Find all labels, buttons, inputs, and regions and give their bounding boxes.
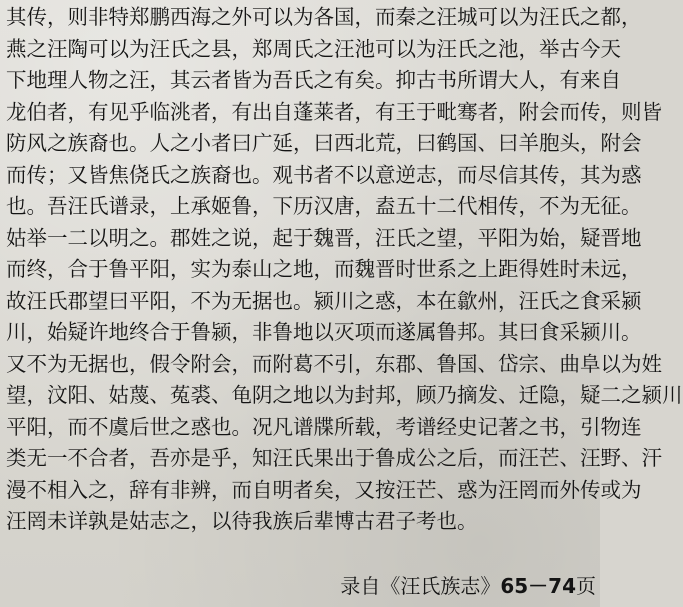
text-line: 汪罔未详孰是姑志之，以待我族后辈博古君子考也。	[6, 509, 478, 533]
text-line: 川，始疑许地终合于鲁颍，非鲁地以灭项而遂属鲁邦。其曰食采颍川。	[6, 320, 642, 344]
text-line: 类无一不合者，吾亦是乎，知汪氏果出于鲁成公之后，而汪芒、汪野、汗	[6, 446, 662, 470]
text-line: 燕之汪陶可以为汪氏之县，郑周氏之汪池可以为汪氏之池，举古今天	[6, 36, 621, 61]
source-prefix: 录自	[340, 574, 381, 598]
text-line: 而传；又皆焦侥氏之族裔也。观书者不以意逆志，而尽信其传，其为惑	[6, 162, 642, 187]
text-line: 下地理人物之汪，其云者皆为吾氏之有矣。抑古书所谓大人，有来自	[6, 68, 621, 92]
text-line: 防风之族裔也。人之小者曰广延，曰西北荒，曰鹤国、曰羊胞头，附会	[6, 131, 642, 155]
text-line: 其传，则非特郑鹏西海之外可以为各国，而秦之汪城可以为汪氏之都，	[6, 5, 642, 29]
text-line: 而终，合于鲁平阳，实为泰山之地，而魏晋时世系之上距得姓时未远，	[6, 257, 642, 281]
text-line: 又不为无据也，假令附会，而附葛不引，东郡、鲁国、岱宗、曲阜以为姓	[6, 351, 662, 376]
source-citation	[340, 571, 596, 601]
text-line: 漫不相入之，辞有非辨，而自明者矣，又按汪芒、惑为汪罔而外传或为	[6, 477, 642, 502]
source-page-unit: 页	[576, 574, 596, 598]
text-line: 平阳，而不虞后世之惑也。况凡谱牒所载，考谱经史记著之书，引物连	[6, 414, 642, 439]
text-line: 故汪氏郡望曰平阳，不为无据也。颍川之惑，本在歙州，汪氏之食采颍	[6, 288, 642, 313]
body-text	[6, 2, 683, 538]
text-line: 也。吾汪氏谱录，上承姬鲁，下历汉唐，盍五十二代相传，不为无征。	[6, 194, 642, 218]
text-line: 望，汶阳、姑蔑、菟裘、龟阴之地以为封邦，顾乃摘发、迁隐，疑二之颍川	[6, 383, 683, 407]
text-line: 龙伯者，有见乎临洮者，有出自蓬莱者，有王于毗骞者，附会而传，则皆	[6, 99, 662, 124]
source-page-range: 65－74	[500, 574, 576, 598]
text-line: 姑举一二以明之。郡姓之说，起于魏晋，汪氏之望，平阳为始，疑晋地	[6, 225, 642, 250]
source-book-title: 《汪氏族志》	[380, 574, 501, 598]
